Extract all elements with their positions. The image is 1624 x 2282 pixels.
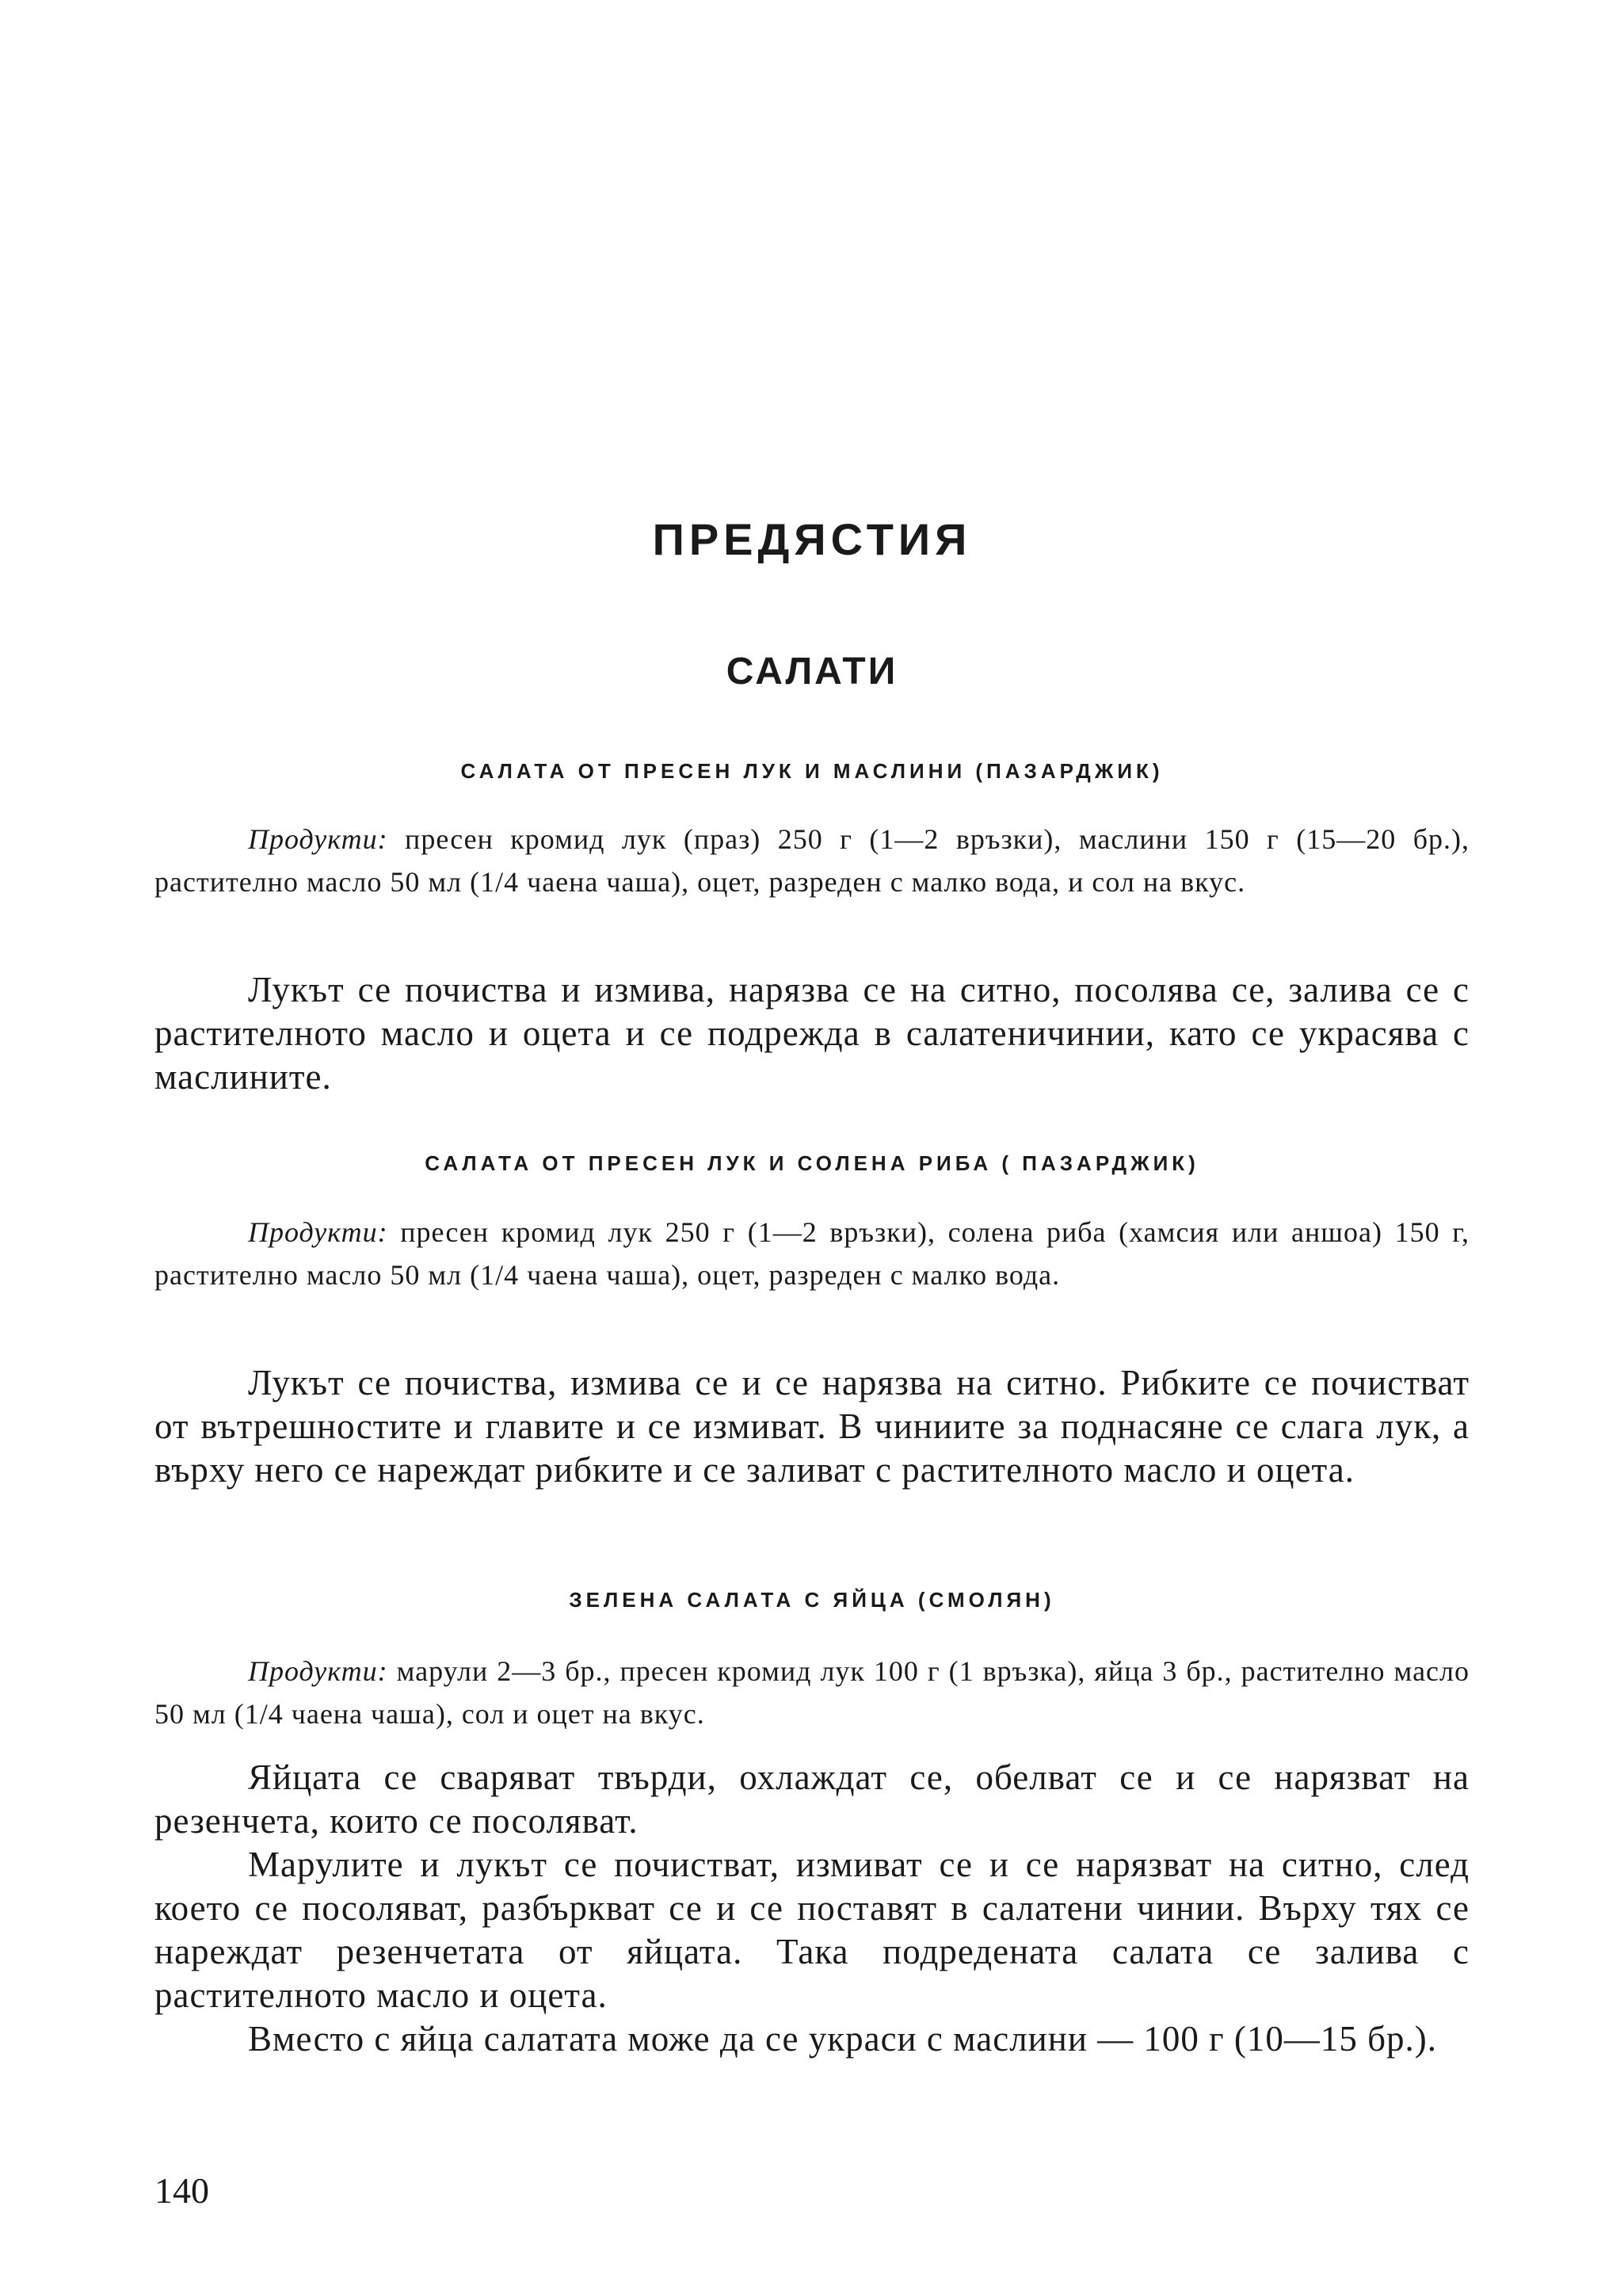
section-title: САЛАТИ xyxy=(726,651,898,693)
recipe-products xyxy=(154,1650,1470,1735)
recipe-title: САЛАТА ОТ ПРЕСЕН ЛУК И МАСЛИНИ (ПАЗАРДЖИК) xyxy=(460,759,1164,783)
recipe-title: САЛАТА ОТ ПРЕСЕН ЛУК И СОЛЕНА РИБА ( ПАЗАРДЖИК) xyxy=(425,1151,1199,1175)
products-text: марули 2—3 бр., пресен кромид лук 100 г (1 връзка), яйца 3 бр., растително масло 50 мл (1/4 чаена чаша), сол и оцет на вкус. xyxy=(154,1655,1470,1730)
recipe-title: ЗЕЛЕНА САЛАТА С ЯЙЦА (СМОЛЯН) xyxy=(569,1588,1055,1612)
recipe-paragraph: Марулите и лукът се почистват, измиват се и се нарязват на ситно, след което се посоляват, разбъркват се и се поставят в салатени чинии. Върху тях се нареждат резенчетата от яйцата. Така подредената салата се залива с растителното масло и оцета. xyxy=(154,1845,1470,2015)
recipe-products xyxy=(154,818,1470,903)
products-text: пресен кромид лук (праз) 250 г (1—2 връзки), маслини 150 г (15—20 бр.), растително масло 50 мл (1/4 чаена чаша), оцет, разреден с малко вода, и сол на вкус. xyxy=(154,823,1470,898)
recipe-paragraph: Лукът се почиства и измива, нарязва се на ситно, посолява се, залива се с растителното масло и оцета и се подрежда в салатеничинии, като се украсява с маслините. xyxy=(154,970,1470,1097)
products-label: Продукти: xyxy=(248,823,388,855)
products-text: пресен кромид лук 250 г (1—2 връзки), солена риба (хамсия или аншоа) 150 г, растително масло 50 мл (1/4 чаена чаша), оцет, разреден с малко вода. xyxy=(154,1216,1470,1291)
page-number: 140 xyxy=(154,2170,209,2211)
recipe-paragraph: Вместо с яйца салатата може да се украси с маслини — 100 г (10—15 бр.). xyxy=(248,2019,1438,2059)
products-label: Продукти: xyxy=(248,1655,388,1687)
chapter-title: ПРЕДЯСТИЯ xyxy=(652,514,972,564)
recipe-products xyxy=(154,1211,1470,1296)
recipe-paragraph: Яйцата се сваряват твърди, охлаждат се, обелват се и се нарязват на резенчета, които се посоляват. xyxy=(154,1757,1470,1841)
products-label: Продукти: xyxy=(248,1216,388,1248)
recipe-paragraph: Лукът се почиства, измива се и се нарязва на ситно. Рибките се почистват от вътрешностите и главите и се измиват. В чиниите за поднасяне се слага лук, а върху него се нареждат рибките и се заливат с растителното масло и оцета. xyxy=(154,1363,1470,1490)
book-page xyxy=(154,0,1470,2282)
